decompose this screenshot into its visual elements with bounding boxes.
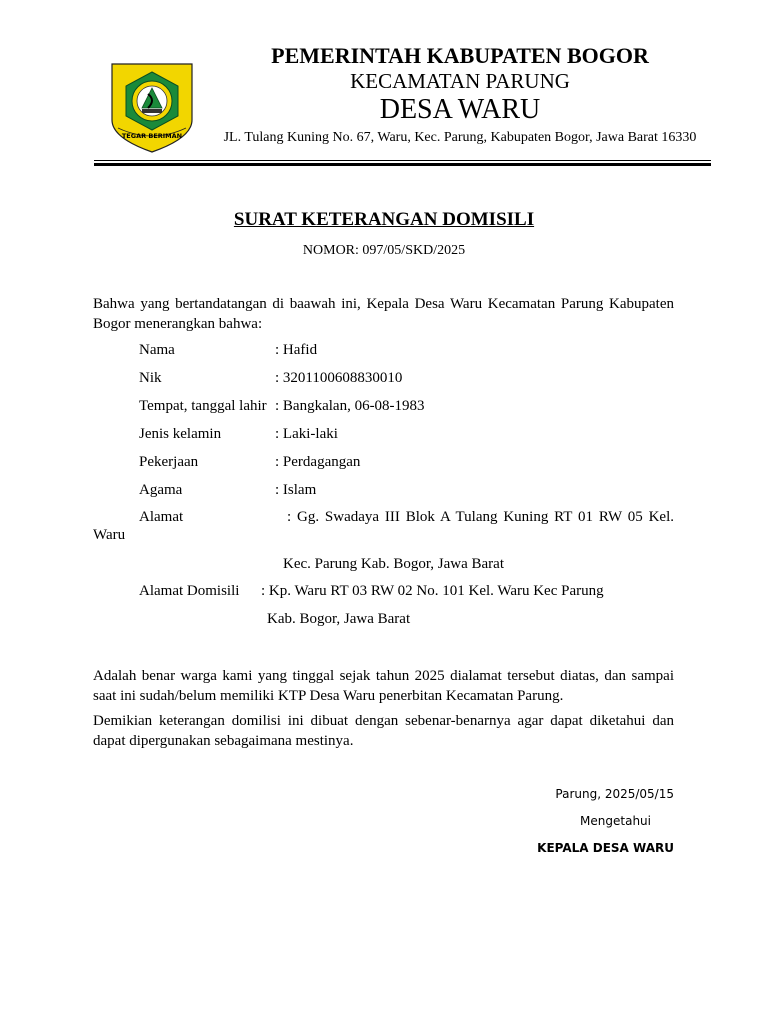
letterhead-line-1: PEMERINTAH KABUPATEN BOGOR [271,43,649,68]
statement-paragraph: Adalah benar warga kami yang tinggal sejak tahun 2025 dialamat tersebut diatas, dan sampai saat ini sudah/belum memiliki KTP Desa Waru penerbitan Kecamatan Parung. [93,668,674,704]
alamat-continuation: Kec. Parung Kab. Bogor, Jawa Barat [283,556,505,572]
field-label: Pekerjaan [139,454,199,470]
field-value: : Bangkalan, 06-08-1983 [275,398,425,414]
field-value: : Gg. Swadaya III Blok A Tulang Kuning RT 01 RW 05 Kel. [287,509,674,525]
field-label: Tempat, tanggal lahir [139,398,267,414]
field-label: Nama [139,342,175,358]
field-value: : Laki-laki [275,426,338,442]
letterhead-address: JL. Tulang Kuning No. 67, Waru, Kec. Parung, Kabupaten Bogor, Jawa Barat 16330 [223,130,697,145]
field-label: Nik [139,370,162,386]
letterhead-line-3: DESA WARU [379,94,541,125]
field-value: : Kp. Waru RT 03 RW 02 No. 101 Kel. Waru Kec Parung [261,583,604,599]
intro-paragraph: Bahwa yang bertandatangan di baawah ini, Kepala Desa Waru Kecamatan Parung Kabupaten Bogor menerangkan bahwa: [93,296,674,332]
header-divider-thin [94,160,711,161]
header-divider-thick [94,163,711,166]
document-number: NOMOR: 097/05/SKD/2025 [302,243,466,258]
domisili-continuation: Kab. Bogor, Jawa Barat [267,611,411,627]
closing-paragraph: Demikian keterangan domilisi ini dibuat dengan sebenar-benarnya agar dapat diketahui dan dapat dipergunakan sebagaimana mestinya. [93,713,674,749]
signature-position: KEPALA DESA WARU [537,841,674,855]
field-label: Agama [139,482,183,498]
field-value: : Perdagangan [275,454,361,470]
field-value: : Islam [275,482,317,498]
document-title: SURAT KETERANGAN DOMISILI [233,209,535,230]
field-label: Alamat Domisili [139,583,240,599]
kabupaten-bogor-emblem-icon [104,58,200,154]
logo-motto: TEGAR BERIMAN [121,132,183,140]
letterhead [210,42,710,147]
field-label: Alamat [139,509,184,525]
field-value-wrap: Waru [93,527,126,543]
signature-known: Mengetahui [580,814,651,828]
field-value: : Hafid [275,342,318,358]
field-value: : 3201100608830010 [275,370,403,386]
letterhead-line-2: KECAMATAN PARUNG [350,69,570,93]
field-label: Jenis kelamin [139,426,222,442]
signature-place-date: Parung, 2025/05/15 [555,787,674,801]
